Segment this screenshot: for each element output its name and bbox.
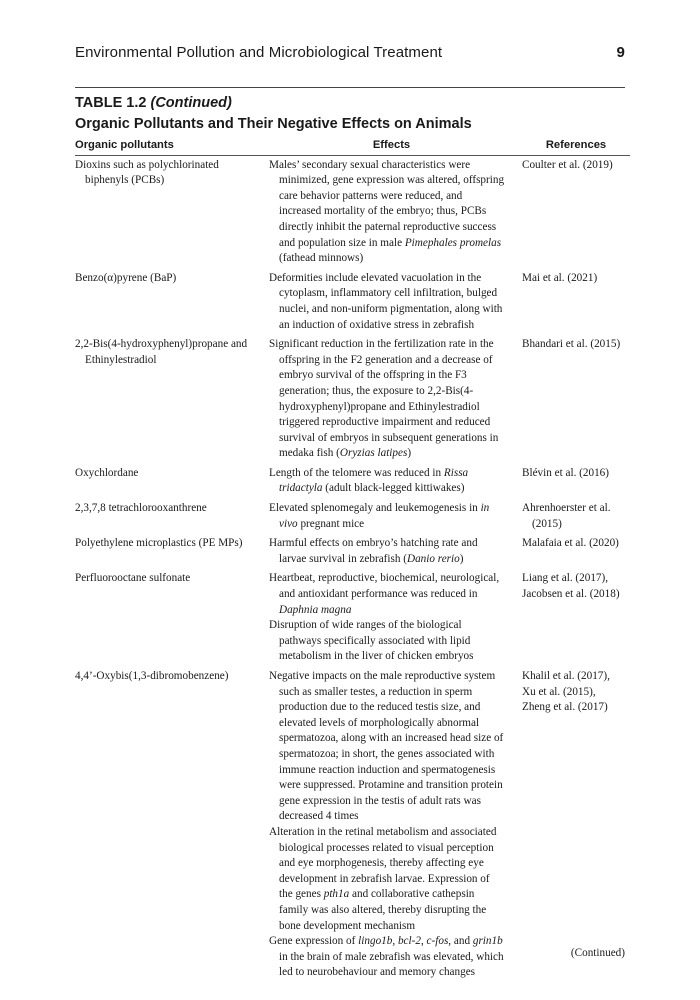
effects-cell	[269, 466, 514, 501]
effects-cell	[269, 337, 514, 466]
reference-entry: Jacobsen et al. (2018)	[522, 588, 620, 601]
reference-entry: Blévin et al. (2016)	[522, 466, 609, 479]
continued-note: (Continued)	[570, 947, 625, 959]
effect-text-italic: Daphnia magna	[279, 603, 352, 616]
table-row	[75, 155, 630, 271]
references-cell	[514, 669, 630, 985]
effect-text-italic: Oryzias latipes	[339, 447, 408, 460]
effect-text: Disruption of wide ranges of the biological pathways specifically associated with lipid metabolism in the liver of chicken embryos	[269, 619, 474, 663]
effects-cell	[269, 571, 514, 669]
effect-text: Significant reduction in the fertilization rate in the offspring in the F2 generation and a decrease of embryo survival of the offspring in the F3 generation; thus, the exposure to 2,2-Bis(4-hydroxyphenyl)propane and Ethinylestradiol triggered reproductive impairment and reduced survival of embryos in subsequent generations in medaka fish (	[269, 338, 499, 460]
effect-text-italic: Danio rerio	[406, 552, 460, 565]
reference-entry: Coulter et al. (2019)	[522, 158, 613, 171]
effect-text: Alteration in the retinal metabolism and associated biological processes related to visual perception and eye morphogenesis, thereby affecting eye development in zebrafish larvae. Expression of the genes	[269, 825, 497, 901]
pollutant-cell: 4,4’-Oxybis(1,3-dibromobenzene)	[75, 670, 229, 682]
table-row	[75, 536, 630, 571]
table-row	[75, 337, 630, 466]
effect-text: (adult black-legged kittiwakes)	[322, 482, 465, 495]
effects-cell	[269, 271, 514, 337]
effect-text: Harmful effects on embryo’s hatching rate and larvae survival in zebrafish (	[269, 537, 478, 565]
column-header-effects: Effects	[269, 137, 514, 155]
references-cell	[514, 155, 630, 271]
effect-paragraph	[269, 536, 506, 567]
table-label	[75, 95, 232, 111]
column-header-pollutants: Organic pollutants	[75, 137, 269, 155]
effect-text-italic: in vivo	[279, 502, 490, 530]
pollutant-cell: Polyethylene microplastics (PE MPs)	[75, 537, 243, 550]
effect-text: Heartbeat, reproductive, biochemical, neurological, and antioxidant performance was reduced in	[269, 572, 500, 601]
table-row	[75, 571, 630, 669]
running-head	[75, 44, 625, 61]
table-number: TABLE 1.2	[75, 95, 147, 111]
pollutant-cell: Dioxins such as polychlorinated biphenyls (PCBs)	[75, 158, 219, 187]
effect-text-italic: c-fos	[426, 935, 449, 948]
effect-paragraph	[269, 825, 506, 934]
effect-text-italic: lingo1b, bcl-2	[358, 935, 421, 948]
references-cell	[514, 571, 630, 669]
effect-paragraph	[269, 337, 506, 462]
reference-entry: Mai et al. (2021)	[522, 271, 598, 284]
pollutant-cell: Oxychlordane	[75, 466, 139, 479]
effect-text: in the brain of male zebrafish was elevated, which led to neurobehaviour and memory changes	[279, 950, 504, 979]
effect-text: Length of the telomere was reduced in	[269, 466, 444, 479]
effect-text-italic: pth1a	[323, 888, 350, 901]
table-title: Organic Pollutants and Their Negative Effects on Animals	[75, 116, 472, 132]
pollutants-table-container	[75, 137, 630, 985]
pollutant-cell: 2,3,7,8 tetrachlorooxanthrene	[75, 502, 207, 515]
column-header-references: References	[514, 137, 630, 155]
effect-text: ,	[420, 935, 427, 948]
effect-text: )	[407, 447, 412, 460]
effects-cell	[269, 669, 514, 985]
references-cell	[514, 337, 630, 466]
effect-paragraph	[269, 618, 506, 665]
reference-entry: Ahrenhoerster et al. (2015)	[522, 502, 611, 530]
effect-paragraph	[269, 934, 506, 981]
effect-text: (fathead minnows)	[279, 252, 364, 265]
header-rule	[75, 87, 625, 88]
table-row	[75, 669, 630, 985]
references-cell	[514, 466, 630, 501]
pollutants-table	[75, 137, 630, 985]
effect-text: Deformities include elevated vacuolation in the cytoplasm, inflammatory cell infiltration, bulged nuclei, and non-uniform pigmentation, along with an induction of oxidative stress in zebrafish	[269, 271, 503, 331]
page-number: 9	[616, 44, 625, 61]
running-title: Environmental Pollution and Microbiological Treatment	[75, 44, 443, 61]
table-body	[75, 155, 630, 985]
effect-text: )	[459, 552, 464, 565]
effect-text: pregnant mice	[297, 517, 365, 530]
effect-text: Elevated splenomegaly and leukemogenesis in	[269, 502, 481, 515]
references-cell	[514, 501, 630, 536]
table-continued-label: (Continued)	[150, 95, 232, 111]
effect-text-italic: grin1b	[472, 935, 503, 948]
effect-text: and collaborative cathepsin family was also altered, thereby disrupting the bone development mechanism	[279, 888, 487, 932]
effect-text-italic: Pimephales promelas	[404, 236, 502, 249]
effect-text: Negative impacts on the male reproductive system such as smaller testes, a reduction in sperm production due to the reduced testis size, and elevated levels of morphologically abnormal spermatozoa, along with an increased head size of spermatozoa; in short, the genes associated with immune reaction induction and spermatogenesis were suppressed. Protamine and transition protein gene expression in the testis of adult rats was decreased 4 times	[269, 670, 504, 823]
reference-entry: Malafaia et al. (2020)	[522, 537, 619, 550]
pollutant-cell: 2,2-Bis(4-hydroxyphenyl)propane and Ethinylestradiol	[75, 338, 248, 366]
reference-entry: Khalil et al. (2017),	[522, 670, 610, 682]
effect-text-italic: Rissa tridactyla	[279, 466, 469, 495]
effect-text: , and	[448, 935, 473, 948]
effect-paragraph	[269, 158, 506, 267]
effect-text: Males’ secondary sexual characteristics were minimized, gene expression was altered, offspring care behavior patterns were reduced, and increased mortality of the embryo; thus, PCBs directly inhibit the paternal reproductive success and population size in male	[269, 158, 505, 249]
effect-paragraph	[269, 571, 506, 618]
effect-text: Gene expression of	[269, 935, 359, 948]
pollutant-cell: Benzo(α)pyrene (BaP)	[75, 271, 177, 284]
effects-cell	[269, 536, 514, 571]
table-row	[75, 501, 630, 536]
effect-paragraph	[269, 669, 506, 825]
reference-entry: Xu et al. (2015),	[522, 685, 596, 698]
effect-paragraph	[269, 271, 506, 333]
effect-paragraph	[269, 466, 506, 497]
table-header-row	[75, 137, 630, 155]
reference-entry: Liang et al. (2017),	[522, 572, 609, 585]
references-cell	[514, 271, 630, 337]
table-row	[75, 271, 630, 337]
table-row	[75, 466, 630, 501]
effects-cell	[269, 155, 514, 271]
references-cell	[514, 536, 630, 571]
reference-entry: Bhandari et al. (2015)	[522, 338, 621, 351]
effect-paragraph	[269, 501, 506, 532]
pollutant-cell: Perfluorooctane sulfonate	[75, 572, 191, 585]
effects-cell	[269, 501, 514, 536]
reference-entry: Zheng et al. (2017)	[522, 701, 608, 714]
